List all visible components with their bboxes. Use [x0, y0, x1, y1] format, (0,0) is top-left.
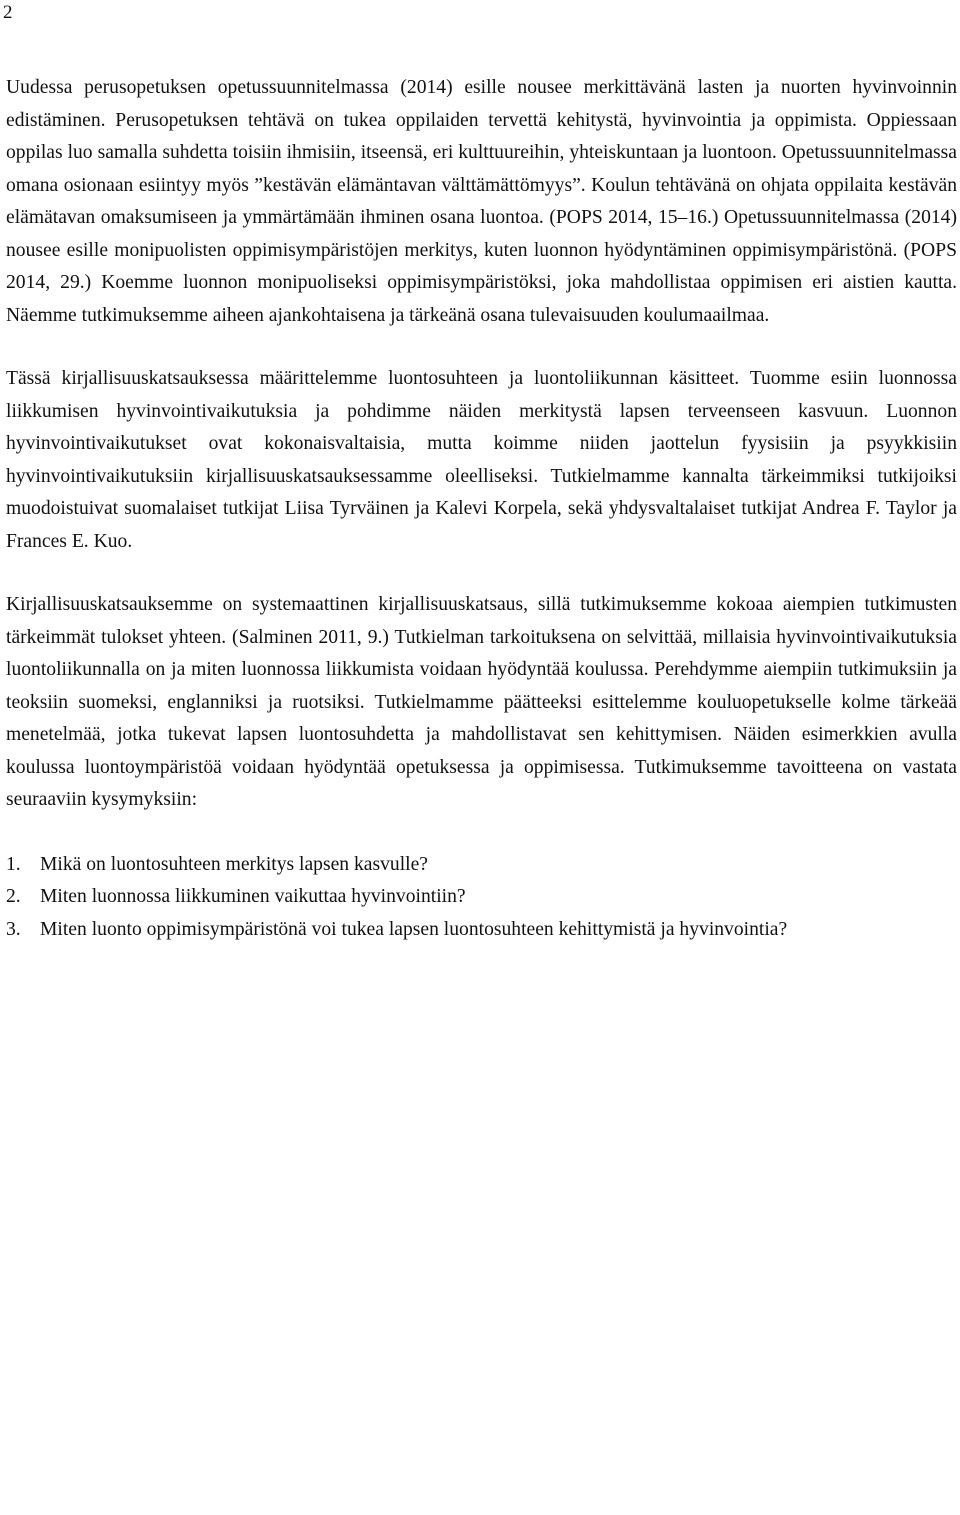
page-number: 2 — [3, 2, 13, 23]
body-text — [6, 72, 957, 946]
paragraph-review-scope: Tässä kirjallisuuskatsauksessa määrittelemme luontosuhteen ja luontoliikunnan käsitteet. Tuomme esiin luonnossa liikkumisen hyvinvointivaikutuksia ja pohdimme näiden merkitystä lapsen terveenseen kasvuun. Luonnon hyvinvointivaikutukset ovat kokonaisvaltaisia, mutta koimme niiden jaottelun fyysisiin ja psyykkisiin hyvinvointivaikutuksiin kirjallisuuskatsauksessamme oleelliseksi. Tutkielmamme kannalta tärkeimmiksi tutkijoiksi muodoistuivat suomalaiset tutkijat Liisa Tyrväinen ja Kalevi Korpela, sekä yhdysvaltalaiset tutkijat Andrea F. Taylor ja Frances E. Kuo. — [6, 368, 957, 552]
paragraph-method: Kirjallisuuskatsauksemme on systemaattinen kirjallisuuskatsaus, sillä tutkimuksemme kokoaa aiempien tutkimusten tärkeimmät tulokset yhteen. (Salminen 2011, 9.) Tutkielman tarkoituksena on selvittää, millaisia hyvinvointivaikutuksia luontoliikunnalla on ja miten luonnossa liikkumista voidaan hyödyntää koulussa. Perehdymme aiempiin tutkimuksiin ja teoksiin suomeksi, englanniksi ja ruotsiksi. Tutkielmamme päätteeksi esittelemme kouluopetukselle kolme tärkeää menetelmää, jotka tukevat lapsen luontosuhdetta ja mahdollistavat sen kehittymisen. Näiden esimerkkien avulla koulussa luontoympäristöä voidaan hyödyntää opetuksessa ja oppimisessa. Tutkimuksemme tavoitteena on vastata seuraaviin kysymyksiin: — [6, 594, 957, 810]
question-text: Miten luonto oppimisympäristönä voi tukea lapsen luontosuhteen kehittymistä ja hyvinvointia? — [40, 918, 788, 940]
paragraph-intro: Uudessa perusopetuksen opetussuunnitelmassa (2014) esille nousee merkittävänä lasten ja nuorten hyvinvoinnin edistäminen. Perusopetuksen tehtävä on tukea oppilaiden tervettä kehitystä, hyvinvointia ja oppimista. Oppiessaan oppilas luo samalla suhdetta toisiin ihmisiin, itseensä, eri kulttuureihin, yhteiskuntaan ja luontoon. Opetussuunnitelmassa omana osionaan esiintyy myös ”kestävän elämäntavan välttämättömyys”. Koulun tehtävänä on ohjata oppilaita kestävän elämätavan omaksumiseen ja ymmärtämään ihminen osana luontoa. (POPS 2014, 15–16.) Opetussuunnitelmassa (2014) nousee esille monipuolisten oppimisympäristöjen merkitys, kuten luonnon hyödyntäminen oppimisympäristönä. (POPS 2014, 29.) Koemme luonnon monipuoliseksi oppimisympäristöksi, joka mahdollistaa oppimisen eri aistien kautta. Näemme tutkimuksemme aiheen ajankohtaisena ja tärkeänä osana tulevaisuuden koulumaailmaa. — [6, 77, 957, 326]
question-number: 2. — [6, 886, 21, 907]
question-text: Miten luonnossa liikkuminen vaikuttaa hyvinvointiin? — [40, 886, 466, 907]
research-question — [6, 849, 957, 882]
research-question — [6, 914, 957, 947]
research-question — [6, 881, 957, 914]
question-number: 1. — [6, 853, 21, 875]
question-number: 3. — [6, 918, 21, 940]
question-text: Mikä on luontosuhteen merkitys lapsen kasvulle? — [40, 853, 428, 875]
research-questions-list — [6, 849, 957, 947]
